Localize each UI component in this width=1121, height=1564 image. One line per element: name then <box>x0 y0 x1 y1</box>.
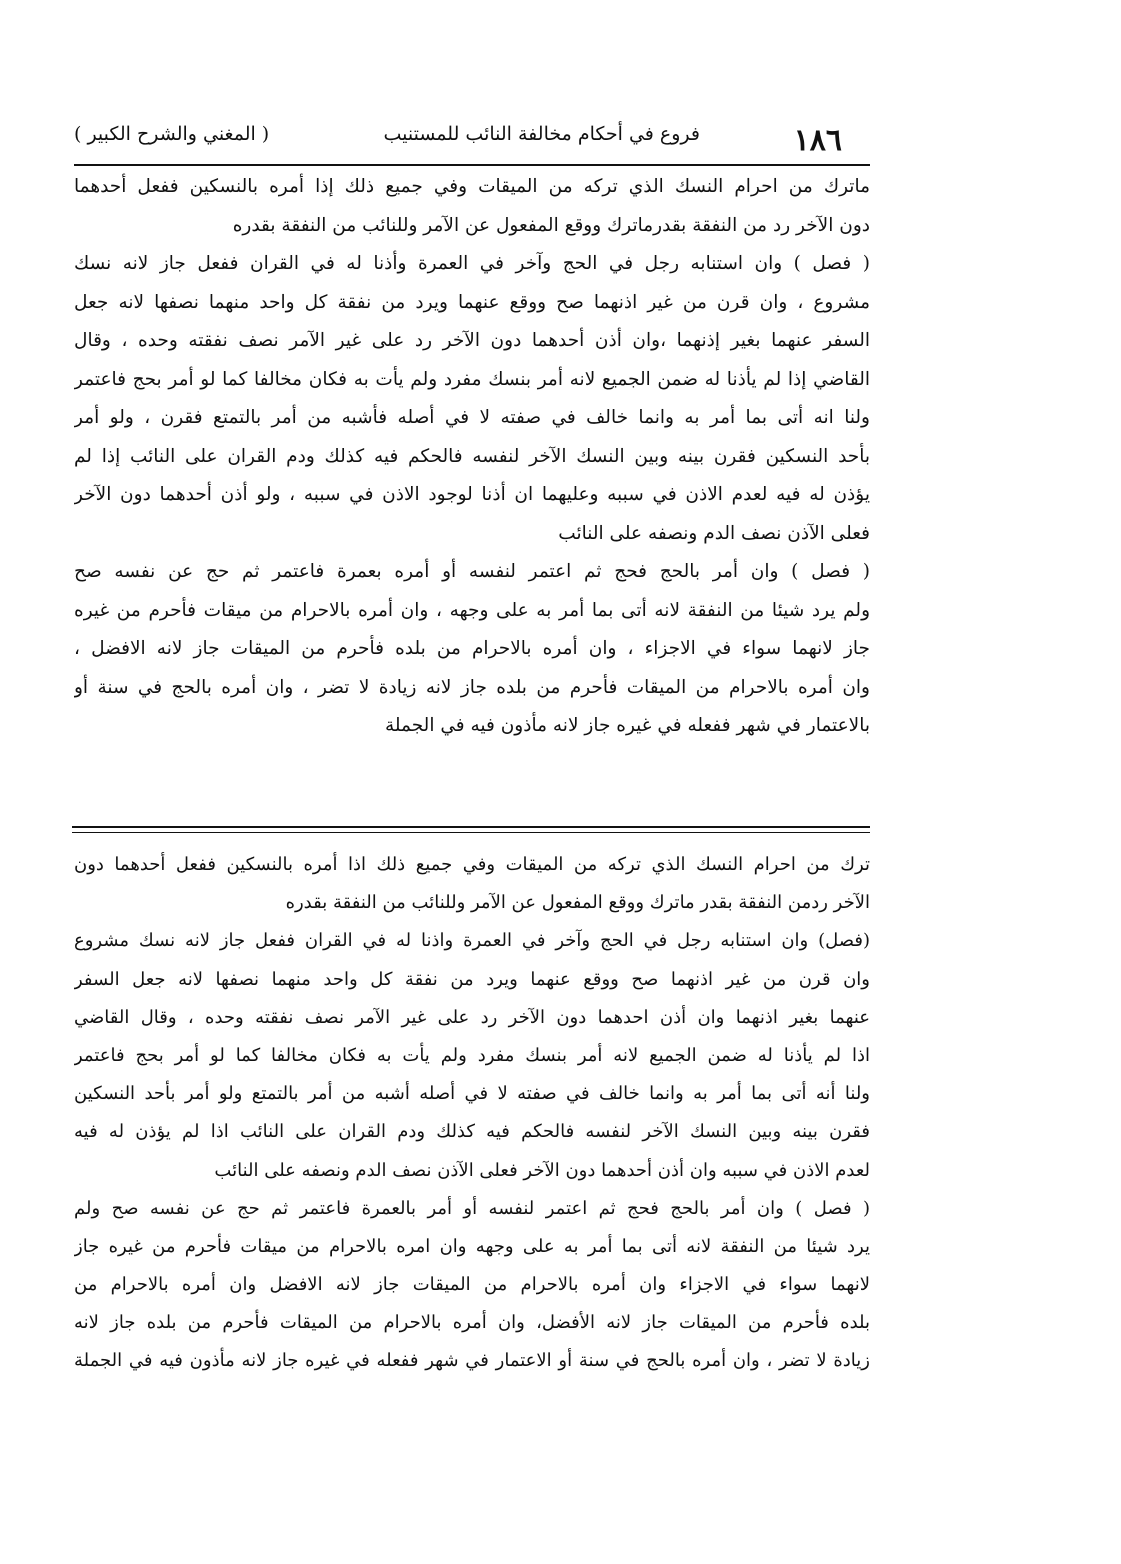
text-line: بلده فأحرم من الميقات جاز لانه الأفضل، وان أمره بالاحرام من الميقات فأحرم من بلده جاز لانه <box>74 1312 870 1334</box>
text-line: بأحد النسكين فقرن بينه وبين النسك الآخر لنفسه فالحكم فيه كذلك ودم القران على النائب إذا لم <box>74 445 870 467</box>
text-line: وان أمره بالاحرام من الميقات فأحرم من بلده جاز لانه زيادة لا تضر ، وان أمره بالحج في سنة أو <box>74 676 870 698</box>
text-line: الآخر ردمن النفقة بقدر ماترك ووقع المفعول عن الآمر وللنائب من النفقة بقدره <box>285 892 870 914</box>
text-line: دون الآخر رد من النفقة بقدرماترك ووقع المفعول عن الآمر وللنائب من النفقة بقدره <box>232 214 870 236</box>
source-title: ( المغني والشرح الكبير ) <box>74 123 270 145</box>
text-line: فعلى الآذن نصف الدم ونصفه على النائب <box>558 522 870 544</box>
text-line: يرد شيئا من النفقة لانه أتى بما أمر به على وجهه وان امره بالاحرام من ميقات فأحرم من غيره جاز <box>74 1235 870 1257</box>
text-line: بالاعتمار في شهر ففعله في غيره جاز لانه مأذون فيه في الجملة <box>385 715 870 736</box>
text-line: لعدم الاذن في سببه وان أذن أحدهما دون الآخر فعلى الآذن نصف الدم ونصفه على النائب <box>214 1159 870 1181</box>
running-title: فروع في أحكام مخالفة النائب للمستنيب <box>383 123 700 145</box>
text-line: زيادة لا تضر ، وان أمره بالحج في سنة أو الاعتمار في شهر ففعله في غيره جاز لانه مأذون فيه في الجملة <box>74 1350 870 1372</box>
text-line: عنهما بغير اذنهما وان أذن احدهما دون الآخر رد على غير الآمر نصف نفقته وحده ، وقال القاضي <box>74 1006 870 1028</box>
text-line: (فصل) وان استنابه رجل في الحج وآخر في العمرة واذنا له في القران ففعل جاز لانه نسك مشروع <box>74 930 870 952</box>
header-rule <box>74 164 870 166</box>
text-line: السفر عنهما بغير إذنهما ،وان أذن أحدهما دون الآخر رد على غير الآمر نصف نفقته وحده ، وقال <box>74 330 870 351</box>
text-line: ( فصل ) وان أمر بالحج فحج ثم اعتمر لنفسه أو أمره بعمرة فاعتمر ثم حج عن نفسه صح <box>74 561 870 582</box>
text-line: ولنا أنه أتى بما أمر به وانما خالف في صفته لا في أصله أشبه من أمر بالتمتع ولو أمر بأحد النسكين <box>74 1083 870 1105</box>
upper-text-block <box>74 168 870 746</box>
text-line: ( فصل ) وان استنابه رجل في الحج وآخر في العمرة وأذنا له في القران ففعل جاز لانه نسك <box>74 253 870 274</box>
text-line: ترك من احرام النسك الذي تركه من الميقات وفي جميع ذلك اذا أمره بالنسكين ففعل أحدهما دون <box>74 854 870 875</box>
text-line: لانهما سواء في الاجزاء وان أمره بالاحرام من الميقات جاز لانه الافضل وان أمره بالاحرام من <box>74 1274 870 1296</box>
page-header <box>72 123 870 163</box>
text-line: ماترك من احرام النسك الذي تركه من الميقات وفي جميع ذلك إذا أمره بالنسكين ففعل أحدهما <box>74 176 870 197</box>
text-line: ولم يرد شيئا من النفقة لانه أتى بما أمر به على وجهه ، وان أمره بالاحرام من ميقات فأحرم من غيره <box>74 599 870 621</box>
section-divider <box>72 826 870 833</box>
text-line: اذا لم يأذنا له ضمن الجميع لانه أمر بنسك مفرد ولم يأت به فكان مخالفا كما لو أمر بحج فاعتمر <box>74 1044 870 1066</box>
text-line: ولنا انه أتى بما أمر به وانما خالف في صفته لا في أصله فأشبه من أمر بالتمتع فقرن ، ولو أمر <box>74 407 870 428</box>
text-line: جاز لانهما سواء في الاجزاء ، وان أمره بالاحرام من بلده فأحرم من الميقات جاز لانه الافضل ، <box>74 638 870 659</box>
lower-text-block <box>74 846 870 1381</box>
text-line: يؤذن له فيه لعدم الاذن في سببه وعليهما ان أذنا لوجود الاذن في سببه ، ولو أذن أحدهما دون الآخر <box>74 484 870 505</box>
text-line: فقرن بينه وبين النسك الآخر لنفسه فالحكم فيه كذلك ودم القران على النائب اذا لم يؤذن له فيه <box>74 1121 870 1143</box>
text-line: ( فصل ) وان أمر بالحج فحج ثم اعتمر لنفسه أو أمر بالعمرة فاعتمر ثم حج عن نفسه صح ولم <box>74 1197 870 1219</box>
text-line: مشروع ، وان قرن من غير اذنهما صح ووقع عنهما ويرد من نفقة كل واحد منهما نصفها لانه جعل <box>74 291 870 313</box>
text-line: وان قرن من غير اذنهما صح ووقع عنهما ويرد من نفقة كل واحد منهما نصفها لانه جعل السفر <box>74 968 870 990</box>
text-line: القاضي إذا لم يأذنا له ضمن الجميع لانه أمر بنسك مفرد ولم يأت به فكان مخالفا كما لو أمر بحج فاعتمر <box>74 368 870 390</box>
page-number: ١٨٦ <box>793 123 842 158</box>
